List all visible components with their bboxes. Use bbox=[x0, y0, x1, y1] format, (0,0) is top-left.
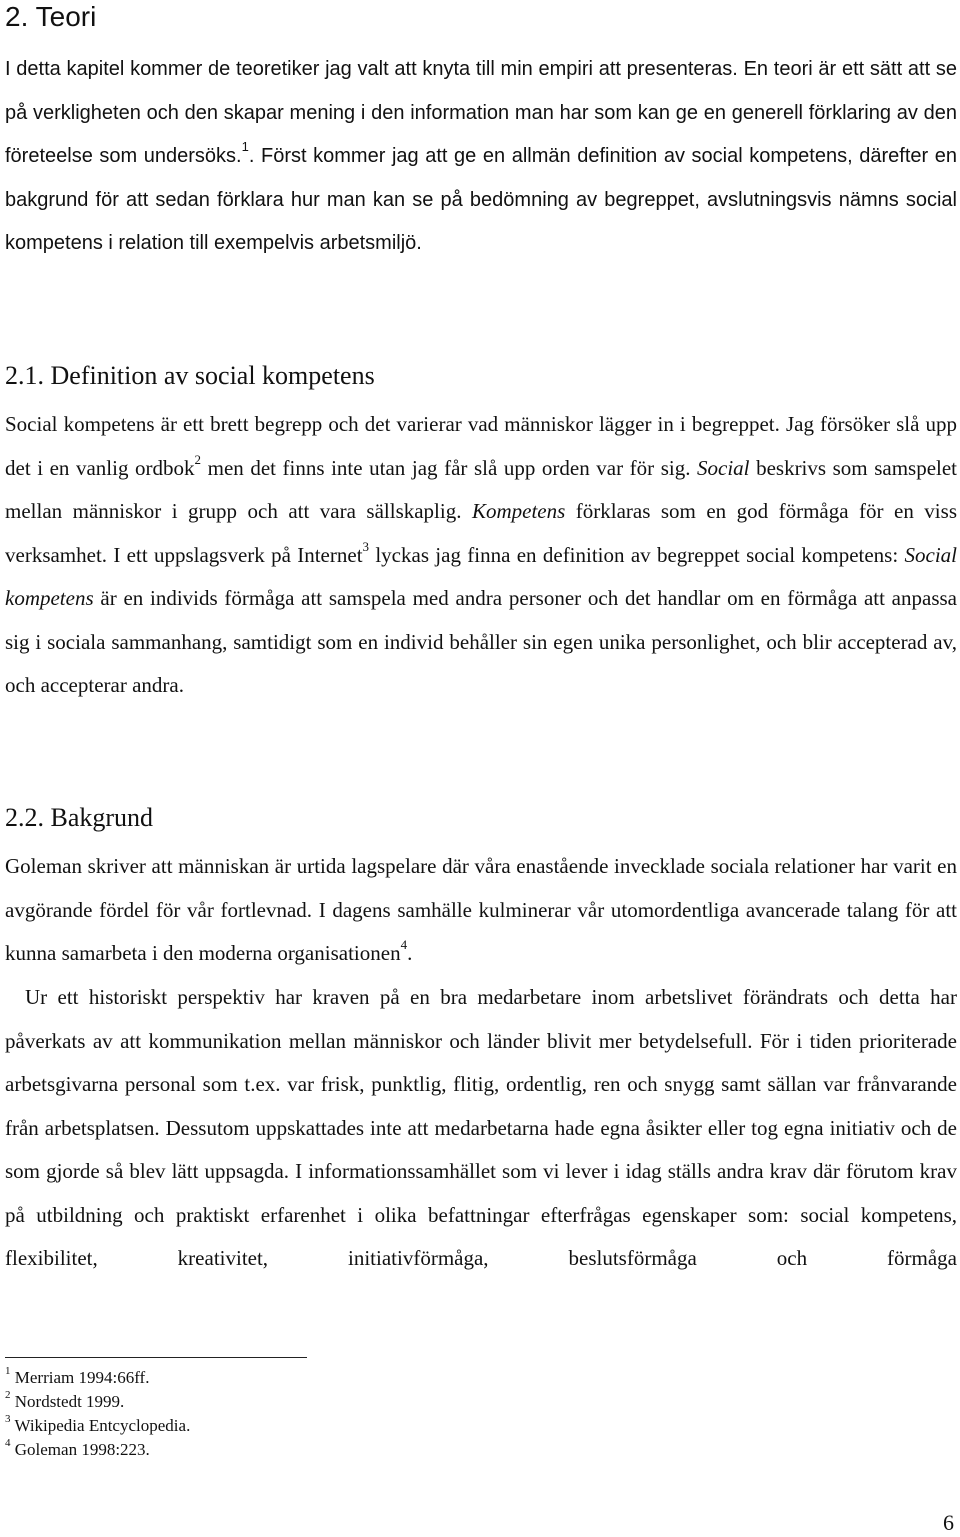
definition-text-1: Social kompetens är ett brett begrepp och det varierar vad människor lägger in i begreppet. Jag försöker slå upp det i en vanlig ordbok bbox=[5, 412, 957, 480]
footnote-text: Goleman 1998:223. bbox=[14, 1440, 150, 1459]
chapter-title: 2. Teori bbox=[5, 1, 97, 32]
footnote-4 bbox=[5, 1438, 190, 1462]
footnote-2 bbox=[5, 1390, 190, 1414]
footnote-ref-1: 1 bbox=[241, 139, 249, 155]
footnote-text: Merriam 1994:66ff. bbox=[14, 1368, 150, 1387]
definition-paragraph bbox=[5, 403, 957, 708]
section-heading-definition: 2.1. Definition av social kompetens bbox=[5, 361, 375, 390]
definition-text-4: förklaras som en god förmåga för en viss verksamhet. I ett uppslagsverk på Internet bbox=[5, 499, 957, 567]
section-heading-bakgrund: 2.2. Bakgrund bbox=[5, 803, 154, 832]
intro-text-part1: I detta kapitel kommer de teoretiker jag valt att knyta till min empiri att presenteras. En teori är ett sätt att se på verkligheten och den skapar mening i den information man har som kan ge en generell förklaring av den företeelse som undersöks. bbox=[5, 58, 957, 167]
footnote-number: 3 bbox=[5, 1413, 11, 1426]
footnotes bbox=[5, 1366, 190, 1462]
bakgrund-text-1: Goleman skriver att människan är urtida lagspelare där våra enastående invecklade sociala relationer har varit en avgörande fördel för vår fortlevnad. I dagens samhälle kulminerar vår utomordentliga avancerade talang för att kunna samarbeta i den moderna organisationen bbox=[5, 854, 957, 965]
term-social: Social bbox=[697, 455, 750, 480]
footnote-ref-4: 4 bbox=[400, 937, 408, 952]
footnote-3 bbox=[5, 1414, 190, 1438]
footnote-number: 1 bbox=[5, 1365, 11, 1378]
footnote-text: Wikipedia Entcyclopedia. bbox=[14, 1416, 191, 1435]
footnote-separator bbox=[5, 1357, 307, 1358]
definition-text-5: lyckas jag finna en definition av begreppet social kompetens: bbox=[369, 542, 905, 567]
footnote-ref-2: 2 bbox=[194, 451, 202, 467]
footnote-number: 2 bbox=[5, 1389, 11, 1402]
intro-text-part2: . Först kommer jag att ge en allmän definition av social kompetens, därefter en bakgrund för att sedan förklara hur man kan se på bedömning av begreppet, avslutningsvis nämns social kompetens i relation till exempelvis arbetsmiljö. bbox=[5, 145, 957, 254]
footnote-ref-3: 3 bbox=[362, 538, 370, 554]
footnote-1 bbox=[5, 1366, 190, 1390]
footnote-number: 4 bbox=[5, 1437, 11, 1450]
definition-text-2: men det finns inte utan jag får slå upp orden var för sig. bbox=[201, 455, 698, 480]
page-number: 6 bbox=[943, 1510, 954, 1535]
bakgrund-paragraph-2: Ur ett historiskt perspektiv har kraven på en bra medarbetare inom arbetslivet förändrats och detta har påverkats av att kommunikation mellan människor och länder blivit mer betydelsefull. För i tiden prioriterade arbetsgivarna personal som t.ex. var frisk, punktlig, flitig, ordentlig, ren och snygg samt sällan var frånvarande från arbetsplatsen. Dessutom uppskattades inte att medarbetarna hade egna åsikter eller tog egna initiativ och de som gjorde så blev lätt uppsagda. I informationssamhället som vi lever i idag ställs andra krav där förutom krav på utbildning och praktiskt erfarenhet i olika befattningar efterfrågas egenskaper som: social kompetens, flexibilitet, kreativitet, initiativförmåga, beslutsförmåga och förmåga bbox=[5, 985, 957, 1270]
definition-text-3: beskrivs som samspelet mellan människor i grupp och att vara sällskaplig. bbox=[5, 455, 958, 523]
footnote-text: Nordstedt 1999. bbox=[14, 1392, 125, 1411]
term-social-kompetens: Social kompetens bbox=[5, 542, 957, 610]
bakgrund-paragraph-1 bbox=[5, 845, 957, 976]
intro-paragraph bbox=[5, 48, 957, 266]
bakgrund-text-1-end: . bbox=[407, 941, 413, 965]
definition-text-6: är en individs förmåga att samspela med andra personer och det handlar om en förmåga att anpassa sig i sociala sammanhang, samtidigt som en individ behåller sin egen unika personlighet, och blir accepterad av, och accepterar andra. bbox=[5, 586, 957, 697]
term-kompetens: Kompetens bbox=[471, 499, 566, 523]
